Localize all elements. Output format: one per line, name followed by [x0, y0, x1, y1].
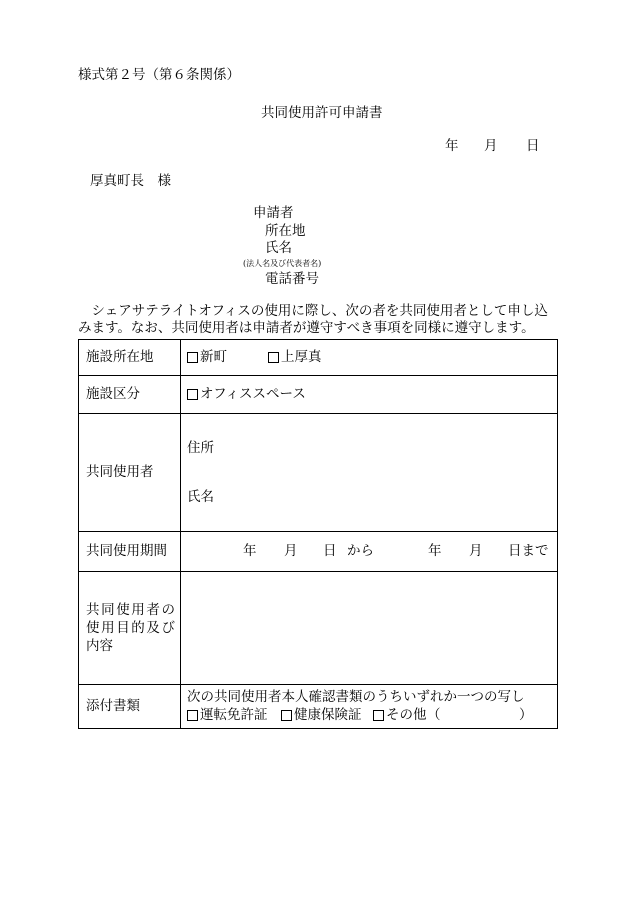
period-end-month-label: 月	[469, 543, 483, 559]
facility-location-value	[181, 340, 557, 375]
purpose-value	[181, 572, 557, 684]
purpose-label-line-3: 内容	[86, 638, 113, 654]
applicant-name-label: 氏名	[265, 240, 292, 256]
checkbox-kamiatsuma[interactable]	[268, 352, 279, 363]
checkbox-health-insurance[interactable]	[281, 710, 292, 721]
purpose-label	[79, 572, 181, 684]
date-month-label: 月	[484, 138, 498, 154]
other-open-paren: （	[427, 707, 441, 723]
option-office-space-label: オフィススペース	[200, 386, 306, 402]
option-shinmachi[interactable]	[187, 349, 227, 366]
purpose-field[interactable]	[185, 576, 553, 680]
other-document-field[interactable]	[443, 707, 517, 723]
option-other[interactable]	[373, 707, 427, 724]
statement-line-2: みます。なお、共同使用者は申請者が遵守すべき事項を同様に遵守します。	[78, 320, 535, 336]
table-row-period	[79, 531, 557, 571]
form-title: 共同使用許可申請書	[261, 105, 383, 121]
period-label: 共同使用期間	[79, 532, 181, 571]
period-value	[181, 532, 557, 571]
table-row-facility-location	[79, 340, 557, 375]
period-end-year-label: 年	[428, 543, 442, 559]
purpose-label-text	[86, 601, 175, 655]
checkbox-office-space[interactable]	[187, 389, 198, 400]
period-start-year-label: 年	[243, 543, 257, 559]
period-start-day-label: 日	[323, 543, 337, 559]
period-from-label: から	[347, 543, 374, 559]
applicant-phone-label: 電話番号	[265, 271, 319, 287]
applicant-phone-field[interactable]	[325, 271, 552, 287]
co-user-value	[181, 414, 557, 531]
applicant-name-note: (法人名及び代表者名)	[243, 259, 322, 268]
option-kamiatsuma-label: 上厚真	[281, 349, 322, 365]
checkbox-shinmachi[interactable]	[187, 352, 198, 363]
option-health-insurance-label: 健康保険証	[294, 707, 362, 723]
statement-line-1: シェアサテライトオフィスの使用に際し、次の者を共同使用者として申し込	[78, 303, 548, 319]
addressee: 厚真町長 様	[90, 173, 171, 189]
date-day-label: 日	[526, 138, 540, 154]
applicant-heading: 申請者	[253, 205, 294, 221]
option-health-insurance[interactable]	[281, 707, 362, 724]
co-user-name-field[interactable]	[221, 489, 551, 505]
form-number: 様式第２号（第６条関係）	[78, 67, 240, 83]
co-user-label: 共同使用者	[79, 414, 181, 531]
attachments-value	[181, 685, 557, 728]
date-day-field[interactable]	[500, 138, 524, 154]
co-user-address-label: 住所	[187, 440, 214, 456]
date-year-field[interactable]	[396, 138, 442, 154]
period-start-month-label: 月	[284, 543, 298, 559]
table-row-facility-type	[79, 375, 557, 413]
application-table	[78, 339, 558, 729]
table-row-purpose	[79, 571, 557, 684]
co-user-address-field[interactable]	[221, 440, 551, 456]
date-month-field[interactable]	[460, 138, 482, 154]
option-shinmachi-label: 新町	[200, 349, 227, 365]
purpose-label-line-2: 使用目的及び	[86, 620, 175, 636]
table-row-attachments	[79, 684, 557, 728]
applicant-address-field[interactable]	[312, 223, 552, 239]
date-year-label: 年	[445, 138, 459, 154]
option-office-space[interactable]	[187, 386, 306, 403]
checkbox-other[interactable]	[373, 710, 384, 721]
applicant-name-field[interactable]	[298, 240, 552, 256]
table-row-co-user	[79, 413, 557, 531]
option-drivers-license[interactable]	[187, 707, 268, 724]
option-drivers-license-label: 運転免許証	[200, 707, 268, 723]
other-close-paren: ）	[519, 707, 533, 723]
applicant-address-label: 所在地	[265, 223, 306, 239]
checkbox-drivers-license[interactable]	[187, 710, 198, 721]
option-other-label: その他	[386, 707, 427, 723]
period-end-day-label: 日まで	[508, 543, 549, 559]
facility-location-label: 施設所在地	[79, 340, 181, 375]
purpose-label-line-1: 共同使用者の	[86, 602, 175, 618]
co-user-name-label: 氏名	[187, 489, 214, 505]
attachments-instruction: 次の共同使用者本人確認書類のうちいずれか一つの写し	[187, 689, 525, 705]
facility-type-value	[181, 376, 557, 413]
option-kamiatsuma[interactable]	[268, 349, 322, 366]
attachments-label: 添付書類	[79, 685, 181, 728]
facility-type-label: 施設区分	[79, 376, 181, 413]
